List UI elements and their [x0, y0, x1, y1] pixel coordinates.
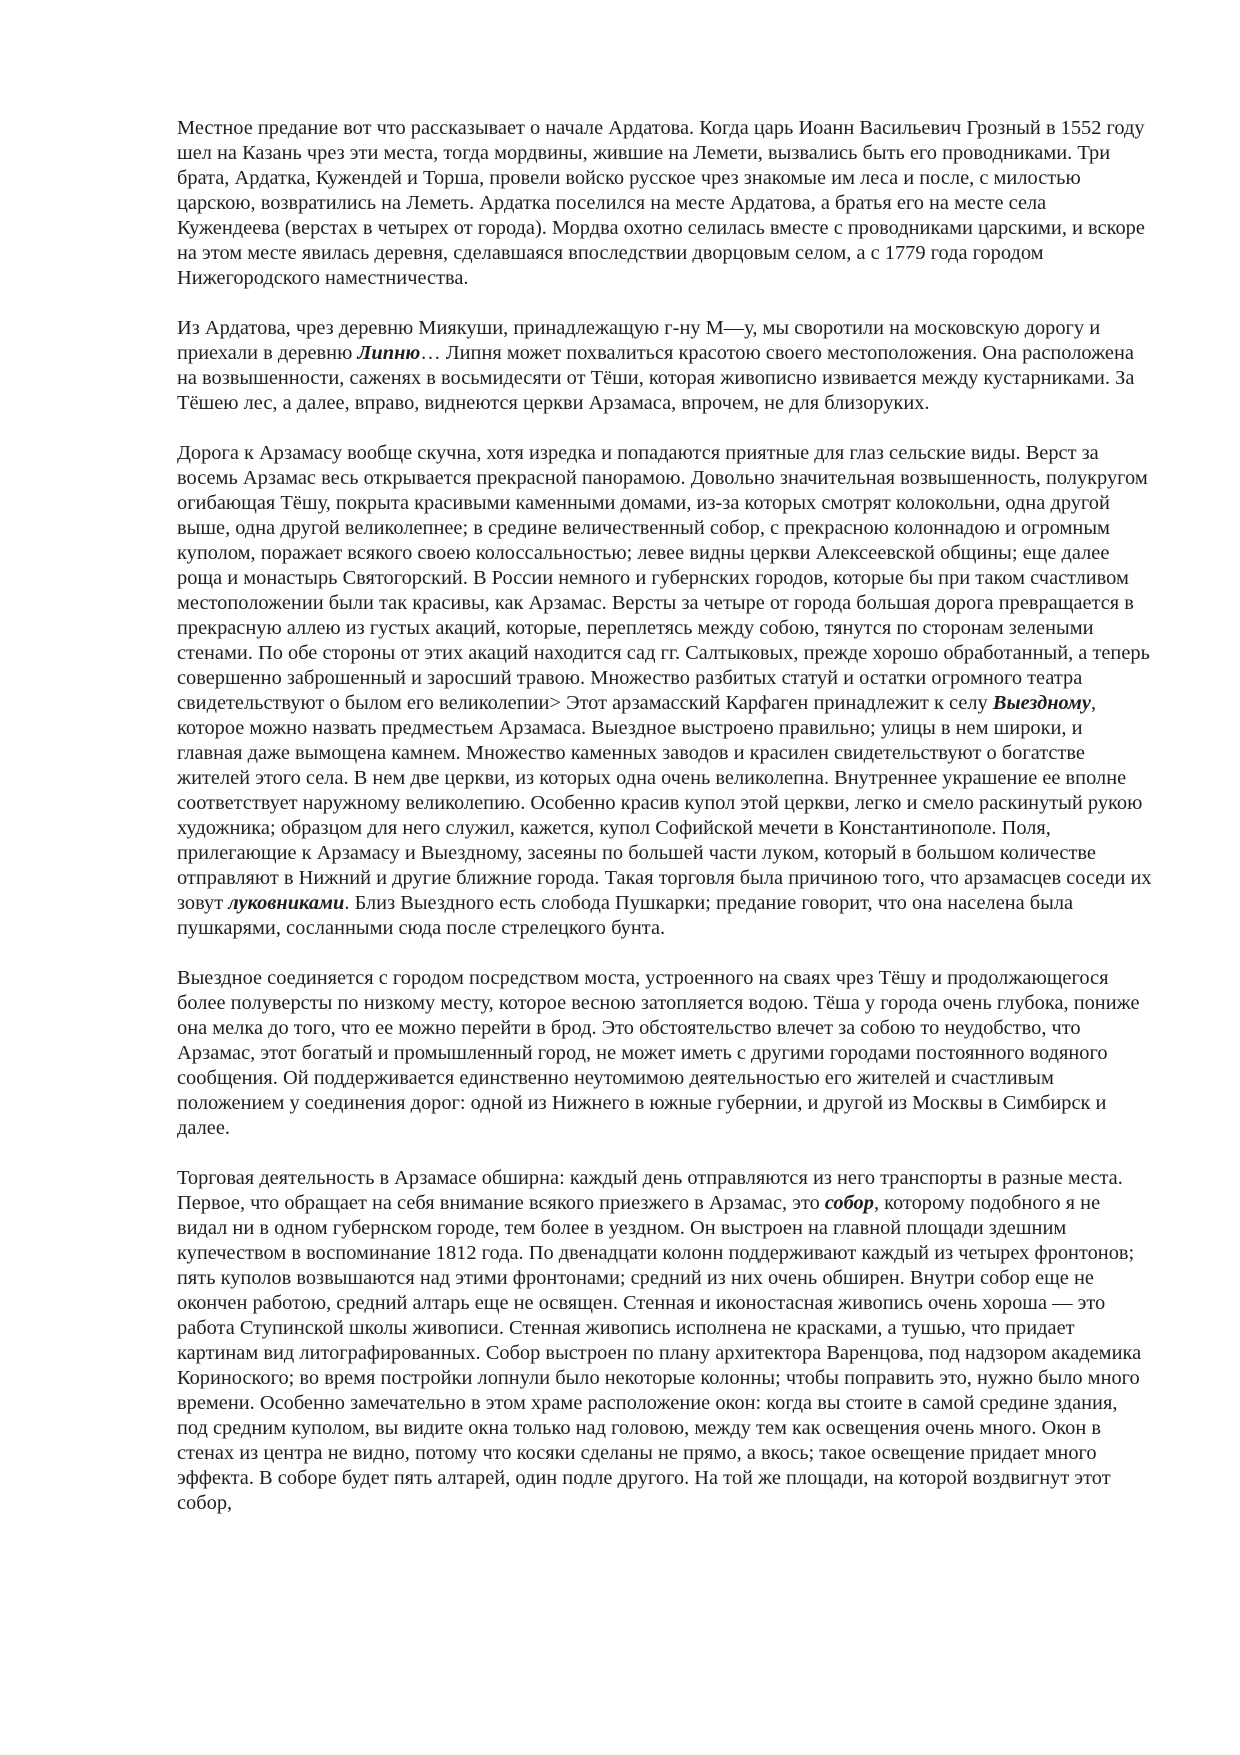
paragraph-text: , которому подобного я не видал ни в одном губернском городе, тем более в уездном. Он выстроен на главной площади здешним купечеством в воспоминание 1812 года. По двенадцати колонн поддерживают каждый из четырех фронтонов; пять куполов возвышаются над этими фронтонами; средний из них очень обширен. Внутри собор еще не окончен работою, средний алтарь еще не освящен. Стенная и иконостасная живопись очень хороша — это работа Ступинской школы живописи. Стенная живопись исполнена не красками, а тушью, что придает картинам вид литографированных. Собор выстроен по плану архитектора Варенцова, под надзором академика Кориноского; во время постройки лопнули было некоторые колонны; чтобы поправить это, нужно было много времени. Особенно замечательно в этом храме расположение окон: когда вы стоите в самой средине здания, под средним куполом, вы видите окна только над головою, между тем как освещения очень много. Окон в стенах из центра не видно, потому что косяки сделаны не прямо, а вкось; такое освещение придает много эффекта. В соборе будет пять алтарей, один подле другого. На той же площади, на которой воздвигнут этот собор,	[177, 1192, 1142, 1514]
emphasized-word-sobor: собор	[824, 1192, 874, 1214]
paragraph-text: Дорога к Арзамасу вообще скучна, хотя изредка и попадаются приятные для глаз сельские виды. Верст за восемь Арзамас весь открывается прекрасной панорамою. Довольно значительная возвышенность, полукругом огибающая Тёшу, покрыта красивыми каменными домами, из-за которых смотрят колокольни, одна другой выше, одна другой великолепнее; в средине величественный собор, с прекрасною колоннадою и огромным куполом, поражает всякого своею колоссальностью; левее видны церкви Алексеевской общины; еще далее роща и монастырь Святогорский. В России немного и губернских городов, которые бы при таком счастливом местоположении были так красивы, как Арзамас. Версты за четыре от города большая дорога превращается в прекрасную аллею из густых акаций, которые, переплетясь между собою, тянутся по сторонам зелеными стенами. По обе стороны от этих акаций находится сад гг. Салтыковых, прежде хорошо обработанный, а теперь совершенно заброшенный и заросший травою. Множество разбитых статуй и остатки огромного театра свидетельствуют о былом его великолепии> Этот арзамасский Карфаген принадлежит к селу	[177, 442, 1150, 714]
paragraph-bridge	[177, 966, 1153, 1141]
paragraph-cathedral	[177, 1166, 1153, 1516]
paragraph-road-to-arzamas	[177, 441, 1153, 941]
paragraph-text: Торговая деятельность в Арзамасе обширна: каждый день отправляются из него транспорты в разные места. Первое, что обращает на себя внимание всякого приезжего в Арзамас, это	[177, 1167, 1123, 1214]
emphasized-word-lipnyu: Липню	[357, 342, 421, 364]
paragraph-text: Местное предание вот что рассказывает о начале Ардатова. Когда царь Иоанн Васильевич Грозный в 1552 году шел на Казань чрез эти места, тогда мордвины, жившие на Лемети, вызвались быть его проводниками. Три брата, Ардатка, Кужендей и Торша, провели войско русское чрез знакомые им леса и после, с милостью царскою, возвратились на Леметь. Ардатка поселился на месте Ардатова, а братья его на месте села Кужендеева (верстах в четырех от города). Мордва охотно селилась вместе с проводниками царскими, и вскоре на этом месте явилась деревня, сделавшаяся впоследствии дворцовым селом, а с 1779 года городом Нижегородского наместничества.	[177, 117, 1145, 289]
paragraph-text: … Липня может похвалиться красотою своего местоположения. Она расположена на возвышенности, саженях в восьмидесяти от Тёши, которая живописно извивается между кустарниками. За Тёшею лес, а далее, вправо, виднеются церкви Арзамаса, впрочем, не для близоруких.	[177, 342, 1135, 414]
paragraph-text: . Близ Выездного есть слобода Пушкарки; предание говорит, что она населена была пушкарями, сосланными сюда после стрелецкого бунта.	[177, 892, 1074, 939]
emphasized-word-lukovnikami: луковниками	[228, 892, 345, 914]
paragraph-lipnya	[177, 316, 1153, 416]
paragraph-text: Из Ардатова, чрез деревню Миякуши, принадлежащую г-ну М—у, мы своротили на московскую дорогу и приехали в деревню	[177, 317, 1101, 364]
paragraph-ardatov-legend	[177, 116, 1153, 291]
emphasized-word-vyezdnomu: Выездному	[992, 692, 1091, 714]
paragraph-text: , которое можно назвать предместьем Арзамаса. Выездное выстроено правильно; улицы в нем широки, и главная даже вымощена камнем. Множество каменных заводов и красилен свидетельствуют о богатстве жителей этого села. В нем две церкви, из которых одна очень великолепна. Внутреннее украшение ее вполне соответствует наружному великолепию. Особенно красив купол этой церкви, легко и смело раскинутый рукою художника; образцом для него служил, кажется, купол Софийской мечети в Константинополе. Поля, прилегающие к Арзамасу и Выездному, засеяны по большей части луком, который в большом количестве отправляют в Нижний и другие ближние города. Такая торговля была причиною того, что арзамасцев соседи их зовут	[177, 692, 1152, 914]
paragraph-text: Выездное соединяется с городом посредством моста, устроенного на сваях чрез Тёшу и продолжающегося более полуверсты по низкому месту, которое весною затопляется водою. Тёша у города очень глубока, пониже она мелка до того, что ее можно перейти в брод. Это обстоятельство влечет за собою то неудобство, что Арзамас, этот богатый и промышленный город, не может иметь с другими городами постоянного водяного сообщения. Ой поддерживается единственно неутомимою деятельностью его жителей и счастливым положением у соединения дорог: одной из Нижнего в южные губернии, и другой из Москвы в Симбирск и далее.	[177, 967, 1140, 1139]
document-page	[177, 116, 1153, 1541]
